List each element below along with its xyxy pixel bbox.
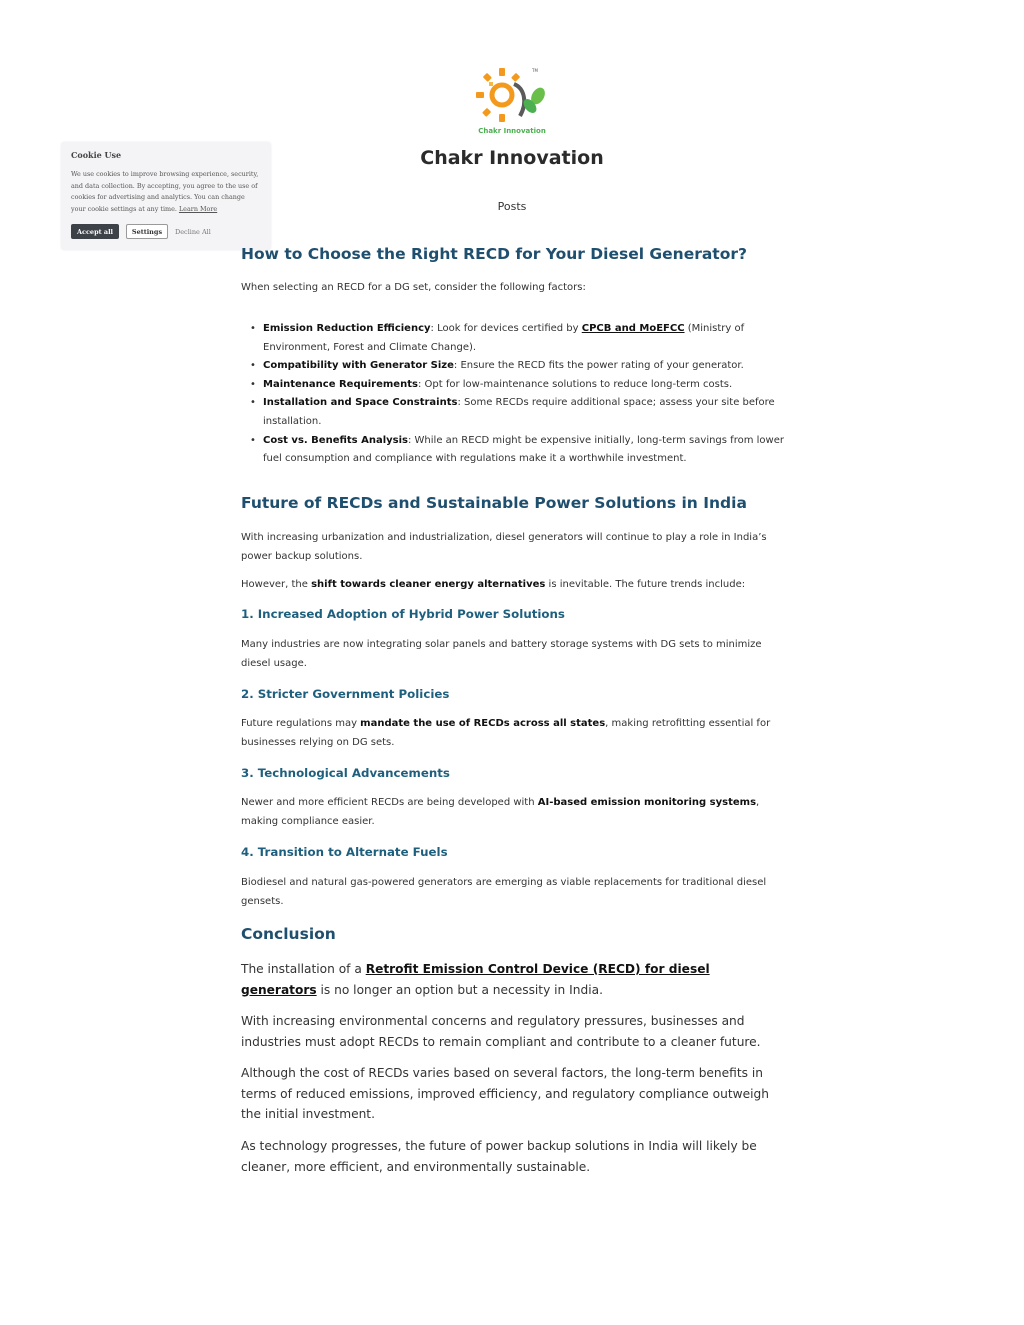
nav-posts-link[interactable]: Posts xyxy=(497,200,527,213)
trend-3-text xyxy=(241,794,786,831)
list-item xyxy=(241,320,786,357)
factor-title: Installation and Space Constraints xyxy=(263,397,458,409)
cookie-settings-button[interactable]: Settings xyxy=(126,224,168,239)
cookie-banner xyxy=(61,142,271,250)
text: is inevitable. The future trends include: xyxy=(545,579,746,590)
choose-intro: When selecting an RECD for a DG set, consider the following factors: xyxy=(241,282,586,293)
bold-text: AI-based emission monitoring systems xyxy=(537,797,757,808)
factor-title: Maintenance Requirements xyxy=(263,378,418,390)
accept-all-button[interactable]: Accept all xyxy=(71,224,119,239)
heading-choose-recd: How to Choose the Right RECD for Your Diesel Generator? xyxy=(241,245,748,263)
heading-conclusion: Conclusion xyxy=(241,925,336,943)
text: is no longer an option but a necessity in India. xyxy=(316,982,603,997)
factor-text: : Opt for low-maintenance solutions to reduce long-term costs. xyxy=(417,378,733,390)
factor-text: (Ministry of Environment, Forest and Climate Change). xyxy=(263,323,745,353)
list-item xyxy=(241,376,786,395)
future-p2 xyxy=(241,576,786,595)
trend-1-text: Many industries are now integrating solar panels and battery storage systems with DG sets to minimize diesel usage. xyxy=(241,639,762,669)
conclusion-p3: Although the cost of RECDs varies based on several factors, the long-term benefits in terms of reduced emissions, improved efficiency, and regulatory compliance outweigh the initial investment. xyxy=(241,1066,769,1121)
site-title[interactable]: Chakr Innovation xyxy=(420,147,604,169)
text: Newer and more efficient RECDs are being developed with xyxy=(241,797,538,808)
svg-text:TM: TM xyxy=(532,68,538,73)
list-item xyxy=(241,432,786,469)
cookie-actions xyxy=(71,224,211,239)
text: , making retrofitting essential for businesses relying on DG sets. xyxy=(241,718,771,748)
heading-trend-4: 4. Transition to Alternate Fuels xyxy=(241,845,448,859)
factor-title: Cost vs. Benefits Analysis xyxy=(263,434,408,446)
factor-text: : Some RECDs require additional space; assess your site before installation. xyxy=(263,397,775,427)
heading-trend-1: 1. Increased Adoption of Hybrid Power Solutions xyxy=(241,607,565,621)
future-p1: With increasing urbanization and industrialization, diesel generators will continue to play a role in India’s power backup solutions. xyxy=(241,532,767,562)
chakr-logo-icon xyxy=(472,62,552,128)
cookie-description: We use cookies to improve browsing experience, security, and data collection. By accepting, you agree to the use of cookies for advertising and analytics. You can change your cookie settings at any time. xyxy=(71,170,259,213)
heading-trend-2: 2. Stricter Government Policies xyxy=(241,687,450,701)
text: , making compliance easier. xyxy=(241,797,760,827)
cookie-title: Cookie Use xyxy=(71,150,122,160)
trend-4-text: Biodiesel and natural gas-powered generators are emerging as viable replacements for traditional diesel gensets. xyxy=(241,877,767,907)
factor-title: Compatibility with Generator Size xyxy=(263,360,454,372)
trend-2-text xyxy=(241,715,786,752)
conclusion-p1 xyxy=(241,959,786,1000)
factor-text: : While an RECD might be expensive initially, long-term savings from lower fuel consumption and compliance with regulations make it a worthwhile investment. xyxy=(263,434,784,465)
conclusion-p4: As technology progresses, the future of power backup solutions in India will likely be cleaner, more efficient, and environmentally sustainable. xyxy=(241,1139,757,1174)
cpcb-moefcc-link[interactable]: CPCB and MoEFCC xyxy=(581,323,685,334)
bold-text: mandate the use of RECDs across all states xyxy=(360,718,606,729)
bold-text: shift towards cleaner energy alternatives xyxy=(311,579,546,590)
logo-caption: Chakr Innovation xyxy=(478,127,546,135)
factors-list xyxy=(241,320,786,469)
recd-link[interactable]: Retrofit Emission Control Device (RECD) for diesel generators xyxy=(241,962,710,997)
factor-title: Emission Reduction Efficiency xyxy=(263,323,431,334)
factor-text: : Look for devices certified by xyxy=(430,323,582,334)
text: However, the xyxy=(241,579,312,590)
heading-future-recds: Future of RECDs and Sustainable Power Solutions in India xyxy=(241,494,747,512)
conclusion-p2: With increasing environmental concerns and regulatory pressures, businesses and industries must adopt RECDs to remain compliant and contribute to a cleaner future. xyxy=(241,1014,761,1049)
decline-all-button[interactable]: Decline All xyxy=(175,227,211,236)
text: Future regulations may xyxy=(241,718,361,729)
cookie-learn-more-link[interactable]: Learn More xyxy=(178,204,218,213)
heading-trend-3: 3. Technological Advancements xyxy=(241,766,450,780)
factor-text: : Ensure the RECD fits the power rating of your generator. xyxy=(453,360,744,372)
text: The installation of a xyxy=(241,962,366,976)
list-item xyxy=(241,357,786,376)
cookie-text xyxy=(71,169,261,215)
list-item xyxy=(241,394,786,431)
